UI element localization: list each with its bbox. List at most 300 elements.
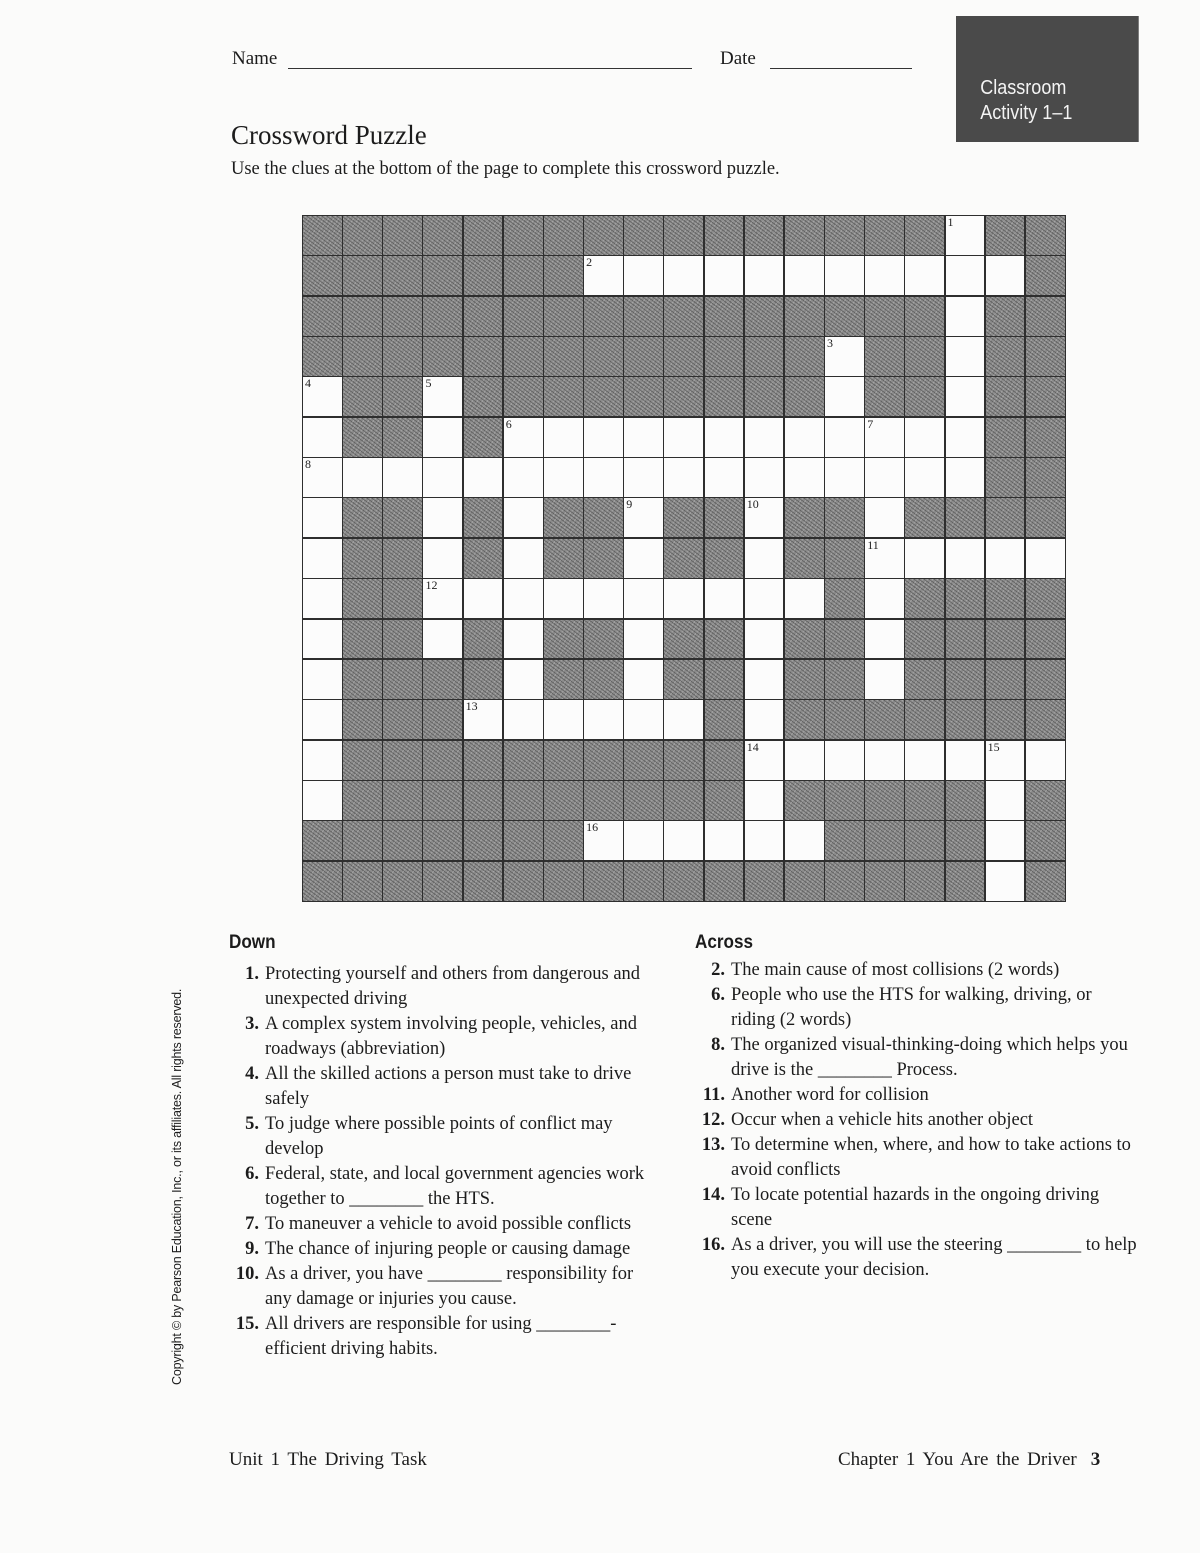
grid-cell[interactable] <box>583 417 624 458</box>
grid-cell[interactable] <box>824 740 865 781</box>
grid-block <box>784 659 825 700</box>
grid-block <box>704 740 745 781</box>
grid-cell[interactable] <box>623 820 664 861</box>
down-clue <box>229 1162 664 1212</box>
grid-cell[interactable] <box>744 820 785 861</box>
grid-cell[interactable] <box>503 699 544 740</box>
grid-block <box>1025 699 1066 740</box>
grid-cell[interactable] <box>784 740 825 781</box>
grid-block <box>904 497 945 538</box>
activity-badge <box>956 16 1139 142</box>
grid-block <box>663 336 704 377</box>
grid-block <box>382 296 423 337</box>
grid-block <box>302 255 343 296</box>
grid-block <box>382 699 423 740</box>
grid-block <box>864 861 905 902</box>
crossword-grid <box>302 215 1065 901</box>
grid-block <box>784 538 825 579</box>
grid-cell[interactable] <box>824 255 865 296</box>
grid-block <box>543 538 584 579</box>
grid-block <box>583 861 624 902</box>
grid-block <box>543 780 584 821</box>
grid-block <box>543 215 584 256</box>
grid-cell[interactable] <box>864 417 905 458</box>
grid-cell[interactable] <box>422 417 463 458</box>
clue-number: 6. <box>711 985 725 1005</box>
grid-cell[interactable] <box>302 417 343 458</box>
grid-cell[interactable] <box>744 740 785 781</box>
grid-block <box>422 296 463 337</box>
grid-block <box>503 255 544 296</box>
grid-cell[interactable] <box>503 417 544 458</box>
grid-block <box>382 255 423 296</box>
grid-block <box>503 296 544 337</box>
down-clue <box>229 1262 664 1312</box>
grid-block <box>864 699 905 740</box>
grid-cell[interactable] <box>463 699 504 740</box>
clue-number: 4 <box>305 376 311 391</box>
grid-block <box>342 780 383 821</box>
grid-block <box>784 296 825 337</box>
grid-block <box>382 417 423 458</box>
grid-block <box>663 619 704 660</box>
grid-block <box>663 215 704 256</box>
grid-block <box>302 336 343 377</box>
grid-cell[interactable] <box>744 780 785 821</box>
grid-block <box>543 296 584 337</box>
grid-cell[interactable] <box>1025 538 1066 579</box>
grid-block <box>663 497 704 538</box>
grid-block <box>824 861 865 902</box>
grid-block <box>985 215 1026 256</box>
name-field[interactable] <box>288 68 692 69</box>
grid-block <box>342 215 383 256</box>
grid-block <box>945 861 986 902</box>
grid-block <box>663 376 704 417</box>
grid-block <box>663 659 704 700</box>
grid-cell[interactable] <box>302 740 343 781</box>
clue-number: 6 <box>505 416 512 431</box>
grid-cell[interactable] <box>704 820 745 861</box>
grid-block <box>864 780 905 821</box>
clue-number: 16 <box>586 820 599 835</box>
grid-block <box>784 619 825 660</box>
grid-cell[interactable] <box>784 255 825 296</box>
clue-number: 10 <box>746 497 759 512</box>
grid-block <box>342 417 383 458</box>
grid-block <box>663 780 704 821</box>
grid-block <box>904 861 945 902</box>
grid-cell[interactable] <box>623 619 664 660</box>
clue-text: All the skilled actions a person must take to drive safely <box>265 1064 632 1109</box>
grid-cell[interactable] <box>945 376 986 417</box>
grid-cell[interactable] <box>623 457 664 498</box>
grid-block <box>422 336 463 377</box>
grid-block <box>623 861 664 902</box>
grid-cell[interactable] <box>824 376 865 417</box>
grid-cell[interactable] <box>543 417 584 458</box>
grid-block <box>463 820 504 861</box>
clue-text: As a driver, you will use the steering ________ to help you execute your decision. <box>731 1235 1137 1280</box>
grid-block <box>583 740 624 781</box>
across-clue <box>695 1233 1140 1283</box>
grid-cell[interactable] <box>623 255 664 296</box>
across-clue <box>695 983 1140 1033</box>
clue-number: 11. <box>702 1085 725 1105</box>
grid-block <box>904 296 945 337</box>
footer-chapter-text: Chapter 1 You Are the Driver <box>838 1449 1077 1470</box>
clue-text: To locate potential hazards in the ongoing driving scene <box>731 1185 1100 1230</box>
grid-cell[interactable] <box>704 417 745 458</box>
grid-block <box>503 336 544 377</box>
grid-cell[interactable] <box>503 578 544 619</box>
grid-block <box>623 740 664 781</box>
grid-block <box>945 699 986 740</box>
grid-block <box>904 820 945 861</box>
grid-cell[interactable] <box>704 578 745 619</box>
grid-cell[interactable] <box>302 699 343 740</box>
grid-block <box>342 376 383 417</box>
grid-block <box>543 820 584 861</box>
grid-block <box>1025 578 1066 619</box>
grid-cell[interactable] <box>543 457 584 498</box>
grid-block <box>583 619 624 660</box>
grid-block <box>543 376 584 417</box>
grid-cell[interactable] <box>784 820 825 861</box>
grid-cell[interactable] <box>422 497 463 538</box>
grid-cell[interactable] <box>623 578 664 619</box>
grid-cell[interactable] <box>985 861 1026 902</box>
grid-block <box>463 497 504 538</box>
grid-block <box>824 659 865 700</box>
grid-block <box>784 780 825 821</box>
grid-cell[interactable] <box>945 215 986 256</box>
instructions: Use the clues at the bottom of the page to complete this crossword puzzle. <box>231 159 780 179</box>
grid-cell[interactable] <box>623 417 664 458</box>
grid-cell[interactable] <box>543 578 584 619</box>
grid-cell[interactable] <box>583 255 624 296</box>
grid-cell[interactable] <box>663 699 704 740</box>
grid-cell[interactable] <box>864 497 905 538</box>
grid-cell[interactable] <box>302 659 343 700</box>
grid-block <box>1025 296 1066 337</box>
page-title: Crossword Puzzle <box>231 120 427 150</box>
grid-block <box>704 780 745 821</box>
grid-block <box>904 659 945 700</box>
clue-number: 10. <box>235 1264 259 1284</box>
grid-cell[interactable] <box>583 457 624 498</box>
grid-block <box>704 336 745 377</box>
grid-cell[interactable] <box>704 255 745 296</box>
grid-cell[interactable] <box>945 255 986 296</box>
grid-block <box>463 417 504 458</box>
grid-cell[interactable] <box>503 619 544 660</box>
grid-block <box>744 296 785 337</box>
grid-cell[interactable] <box>744 417 785 458</box>
across-clue <box>695 1133 1140 1183</box>
grid-block <box>784 861 825 902</box>
grid-block <box>985 296 1026 337</box>
grid-cell[interactable] <box>864 538 905 579</box>
grid-block <box>985 659 1026 700</box>
grid-block <box>463 296 504 337</box>
grid-cell[interactable] <box>864 619 905 660</box>
across-clue <box>695 958 1140 983</box>
grid-cell[interactable] <box>422 578 463 619</box>
grid-block <box>1025 820 1066 861</box>
clue-text: Another word for collision <box>731 1085 929 1105</box>
grid-block <box>904 336 945 377</box>
grid-cell[interactable] <box>422 538 463 579</box>
grid-cell[interactable] <box>463 578 504 619</box>
grid-block <box>824 497 865 538</box>
grid-block <box>382 861 423 902</box>
clue-number: 9 <box>626 497 633 512</box>
grid-cell[interactable] <box>904 417 945 458</box>
clue-text: Protecting yourself and others from dangerous and unexpected driving <box>265 964 641 1009</box>
grid-cell[interactable] <box>904 740 945 781</box>
grid-cell[interactable] <box>904 538 945 579</box>
grid-cell[interactable] <box>945 740 986 781</box>
grid-block <box>945 780 986 821</box>
clue-text: People who use the HTS for walking, driving, or riding (2 words) <box>731 985 1092 1030</box>
clue-number: 8. <box>711 1035 725 1055</box>
grid-block <box>1025 457 1066 498</box>
grid-cell[interactable] <box>302 538 343 579</box>
grid-block <box>945 497 986 538</box>
grid-cell[interactable] <box>302 497 343 538</box>
grid-cell[interactable] <box>302 578 343 619</box>
across-clue <box>695 1083 1140 1108</box>
grid-cell[interactable] <box>744 255 785 296</box>
down-clue <box>229 1312 664 1362</box>
grid-cell[interactable] <box>985 820 1026 861</box>
grid-cell[interactable] <box>663 417 704 458</box>
grid-cell[interactable] <box>663 255 704 296</box>
grid-block <box>583 497 624 538</box>
grid-cell[interactable] <box>744 699 785 740</box>
grid-block <box>302 861 343 902</box>
grid-cell[interactable] <box>744 538 785 579</box>
grid-cell[interactable] <box>744 619 785 660</box>
across-heading: Across <box>695 932 753 953</box>
grid-cell[interactable] <box>583 820 624 861</box>
grid-block <box>1025 619 1066 660</box>
grid-cell[interactable] <box>824 336 865 377</box>
clue-number: 12. <box>701 1110 725 1130</box>
grid-block <box>864 215 905 256</box>
grid-cell[interactable] <box>864 578 905 619</box>
grid-block <box>422 820 463 861</box>
grid-block <box>503 740 544 781</box>
grid-cell[interactable] <box>583 578 624 619</box>
grid-cell[interactable] <box>744 497 785 538</box>
grid-cell[interactable] <box>463 457 504 498</box>
grid-cell[interactable] <box>864 457 905 498</box>
grid-block <box>342 336 383 377</box>
grid-cell[interactable] <box>904 457 945 498</box>
grid-block <box>422 659 463 700</box>
grid-block <box>463 336 504 377</box>
grid-cell[interactable] <box>663 457 704 498</box>
grid-cell[interactable] <box>503 659 544 700</box>
across-clue <box>695 1183 1140 1233</box>
down-clue <box>229 962 664 1012</box>
grid-cell[interactable] <box>945 457 986 498</box>
clue-number: 13 <box>465 699 478 714</box>
grid-block <box>543 336 584 377</box>
grid-cell[interactable] <box>302 457 343 498</box>
grid-cell[interactable] <box>503 497 544 538</box>
grid-block <box>342 659 383 700</box>
grid-block <box>623 376 664 417</box>
grid-block <box>342 699 383 740</box>
clue-number: 8 <box>305 457 311 472</box>
grid-block <box>463 538 504 579</box>
down-clue <box>229 1062 664 1112</box>
grid-cell[interactable] <box>302 376 343 417</box>
clue-number: 2. <box>711 960 725 980</box>
clue-text: To determine when, where, and how to take actions to avoid conflicts <box>731 1135 1131 1180</box>
clue-number: 7 <box>867 416 874 431</box>
grid-cell[interactable] <box>744 457 785 498</box>
grid-cell[interactable] <box>744 659 785 700</box>
grid-cell[interactable] <box>583 699 624 740</box>
grid-block <box>985 417 1026 458</box>
grid-block <box>503 215 544 256</box>
clue-number: 1. <box>245 964 259 984</box>
grid-block <box>463 780 504 821</box>
grid-cell[interactable] <box>382 457 423 498</box>
grid-block <box>382 578 423 619</box>
grid-block <box>463 376 504 417</box>
grid-cell[interactable] <box>663 820 704 861</box>
grid-block <box>1025 215 1066 256</box>
grid-block <box>663 740 704 781</box>
grid-block <box>342 740 383 781</box>
grid-cell[interactable] <box>744 578 785 619</box>
grid-block <box>945 578 986 619</box>
grid-block <box>623 215 664 256</box>
grid-block <box>382 215 423 256</box>
across-clues <box>695 958 1140 1283</box>
grid-cell[interactable] <box>623 659 664 700</box>
grid-block <box>824 296 865 337</box>
grid-cell[interactable] <box>985 538 1026 579</box>
grid-block <box>1025 255 1066 296</box>
grid-cell[interactable] <box>503 457 544 498</box>
grid-block <box>583 780 624 821</box>
grid-cell[interactable] <box>784 457 825 498</box>
grid-block <box>302 215 343 256</box>
grid-cell[interactable] <box>704 457 745 498</box>
grid-block <box>824 578 865 619</box>
grid-block <box>784 336 825 377</box>
grid-cell[interactable] <box>302 619 343 660</box>
grid-cell[interactable] <box>663 578 704 619</box>
grid-block <box>342 820 383 861</box>
grid-cell[interactable] <box>623 538 664 579</box>
down-clue <box>229 1212 664 1237</box>
grid-cell[interactable] <box>543 699 584 740</box>
grid-cell[interactable] <box>945 296 986 337</box>
grid-cell[interactable] <box>623 699 664 740</box>
grid-block <box>422 699 463 740</box>
grid-block <box>543 861 584 902</box>
grid-cell[interactable] <box>623 497 664 538</box>
grid-cell[interactable] <box>824 417 865 458</box>
grid-cell[interactable] <box>985 780 1026 821</box>
grid-cell[interactable] <box>302 780 343 821</box>
grid-block <box>744 215 785 256</box>
grid-block <box>985 497 1026 538</box>
grid-cell[interactable] <box>342 457 383 498</box>
grid-block <box>904 619 945 660</box>
grid-cell[interactable] <box>784 578 825 619</box>
clue-number: 4. <box>245 1064 259 1084</box>
clue-number: 13. <box>701 1135 725 1155</box>
grid-cell[interactable] <box>945 538 986 579</box>
down-clues <box>229 962 664 1362</box>
grid-cell[interactable] <box>945 336 986 377</box>
grid-cell[interactable] <box>985 255 1026 296</box>
grid-block <box>342 497 383 538</box>
grid-block <box>784 497 825 538</box>
grid-block <box>904 376 945 417</box>
grid-block <box>1025 659 1066 700</box>
grid-block <box>784 215 825 256</box>
grid-block <box>422 215 463 256</box>
grid-block <box>1025 780 1066 821</box>
grid-cell[interactable] <box>864 255 905 296</box>
grid-block <box>824 215 865 256</box>
grid-cell[interactable] <box>784 417 825 458</box>
grid-block <box>583 296 624 337</box>
grid-cell[interactable] <box>1025 740 1066 781</box>
grid-block <box>382 538 423 579</box>
grid-block <box>864 376 905 417</box>
grid-block <box>744 861 785 902</box>
grid-cell[interactable] <box>422 619 463 660</box>
grid-block <box>543 740 584 781</box>
grid-cell[interactable] <box>422 457 463 498</box>
grid-block <box>623 296 664 337</box>
grid-cell[interactable] <box>422 376 463 417</box>
clue-number: 15 <box>987 739 1000 754</box>
grid-block <box>422 780 463 821</box>
grid-cell[interactable] <box>864 659 905 700</box>
clue-number: 14 <box>746 739 759 754</box>
grid-block <box>864 820 905 861</box>
clue-number: 16. <box>701 1235 725 1255</box>
date-field[interactable] <box>770 68 912 69</box>
grid-cell[interactable] <box>945 417 986 458</box>
clue-text: The main cause of most collisions (2 words) <box>731 960 1060 980</box>
grid-block <box>985 699 1026 740</box>
clue-text: As a driver, you have ________ responsibility for any damage or injuries you cause. <box>265 1264 634 1309</box>
grid-cell[interactable] <box>985 740 1026 781</box>
across-clue <box>695 1108 1140 1133</box>
grid-cell[interactable] <box>503 538 544 579</box>
grid-block <box>824 619 865 660</box>
grid-cell[interactable] <box>824 457 865 498</box>
grid-block <box>543 497 584 538</box>
grid-cell[interactable] <box>864 740 905 781</box>
clue-number: 11 <box>867 537 879 552</box>
grid-cell[interactable] <box>904 255 945 296</box>
grid-block <box>663 296 704 337</box>
grid-block <box>302 296 343 337</box>
